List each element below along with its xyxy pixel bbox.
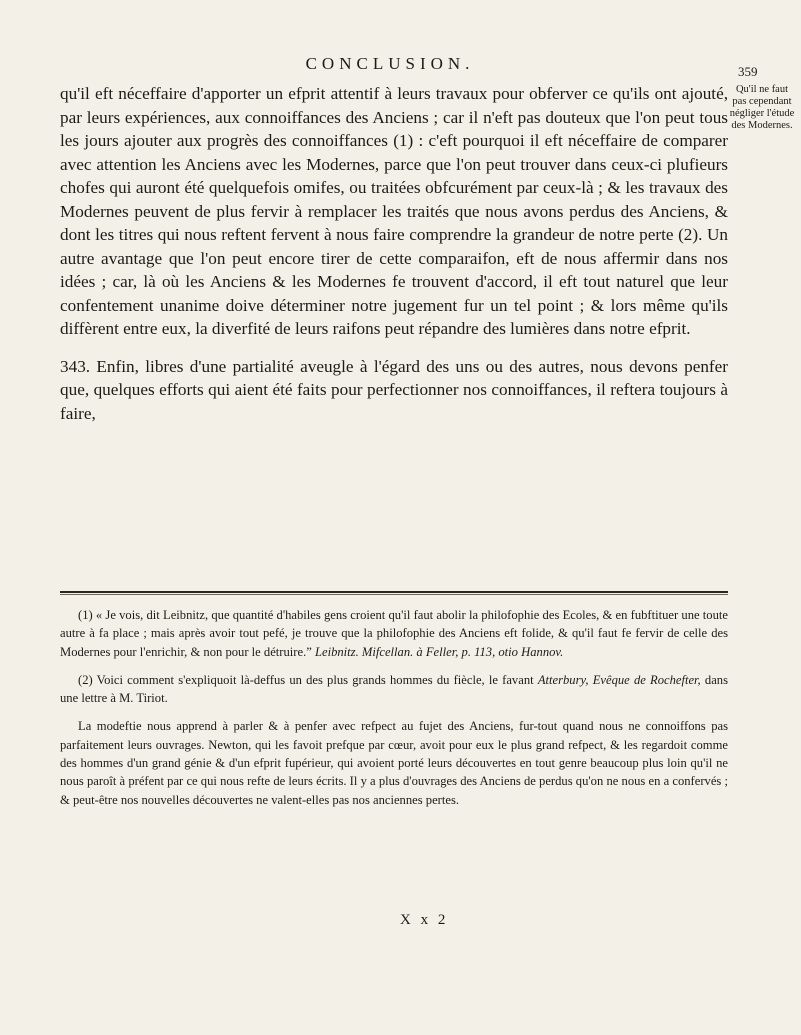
- footnote-2: [60, 671, 728, 708]
- footnote-2-body: La modeftie nous apprend à parler & à penfer avec refpect au fujet des Anciens, fur-tout quand nous ne connoiffons pas parfaitement leurs ouvrages. Newton, qui les favoit prefque par cœur, avoit pour eux le plus grand refpect, & les regardoit comme des hommes d'un grand génie & d'un efprit fupérieur, qui avoient porté leurs découvertes en tout genre beaucoup plus loin qu'il ne nous paroît à préfent par ce qui nous refte de leurs écrits. Il y a plus d'ouvrages des Anciens de perdus qu'on ne nous en a confervés ; & peut-être nos nouvelles découvertes ne valent-elles pas nos anciennes pertes.: [60, 719, 728, 807]
- footnote-1: [60, 606, 728, 661]
- signature-mark: X x 2: [400, 912, 449, 928]
- footnote-2-intro: (2) Voici comment s'expliquoit là-deffus un des plus grands hommes du fiècle, le favant: [78, 672, 534, 687]
- footnote-rule-thin: [60, 594, 728, 595]
- marginal-note: Qu'il ne faut pas cependant négliger l'étude des Modernes.: [729, 84, 795, 131]
- footnote-1-text: (1) « Je vois, dit Leibnitz, que quantité d'habiles gens croient qu'il faut abolir la philofophie des Ecoles, & en fubftituer une toute autre à fa place ; mais après avoir tout pefé, je trouve que la philofophie des Anciens eft folide, & qu'il faut fe fervir de celle des Modernes pour l'enrichir, & non pour le détruire.”: [60, 608, 728, 659]
- running-head: CONCLUSION.: [305, 54, 475, 73]
- footnote-2-intro-end: dans une lettre à M. Tiriot.: [60, 672, 728, 706]
- page-number: 359: [738, 64, 758, 79]
- paragraph-1: qu'il eft néceffaire d'apporter un efprit attentif à leurs travaux pour obferver ce qu'ils ont ajouté, par leurs expériences, aux connoiffances des Anciens ; car il n'eft pas douteux que l'on peut tous les jours ajouter aux progrès des connoiffances (1) : c'eft pourquoi il eft néceffaire de comparer avec attention les Anciens avec les Modernes, parce que l'on peut trouver dans ceux-ci plufieurs chofes qui auront été quelquefois omifes, ou traitées obfcurément par ceux-là ; & les travaux des Modernes peuvent de plus fervir à remplacer les traités que nous avons perdus des Anciens, & dont les titres qui nous reftent fervent à nous faire comprendre la grandeur de notre perte (2). Un autre avantage que l'on peut encore tirer de cette comparaifon, eft de nous affermir dans nos idées ; car, là où les Anciens & les Modernes fe trouvent d'accord, il eft tout naturel que leur confentement unanime doive déterminer notre jugement fur un tel point ; & lors même qu'ils diffèrent entre eux, la diverfité de leurs raifons peut répandre des lumières dans notre efprit.: [60, 84, 728, 338]
- footnote-1-citation: Leibnitz. Mifcellan. à Feller, p. 113, otio Hannov.: [314, 644, 564, 659]
- main-text: [60, 82, 728, 425]
- footnote-rule: [60, 591, 728, 593]
- paragraph-343: 343. Enfin, libres d'une partialité aveugle à l'égard des uns ou des autres, nous devons penfer que, quelques efforts qui aient été faits pour perfectionner nos connoiffances, il reftera toujours à faire,: [60, 356, 728, 423]
- footnote-2-citation: Atterbury, Evêque de Rochefter,: [537, 672, 701, 687]
- footnotes: [60, 606, 728, 819]
